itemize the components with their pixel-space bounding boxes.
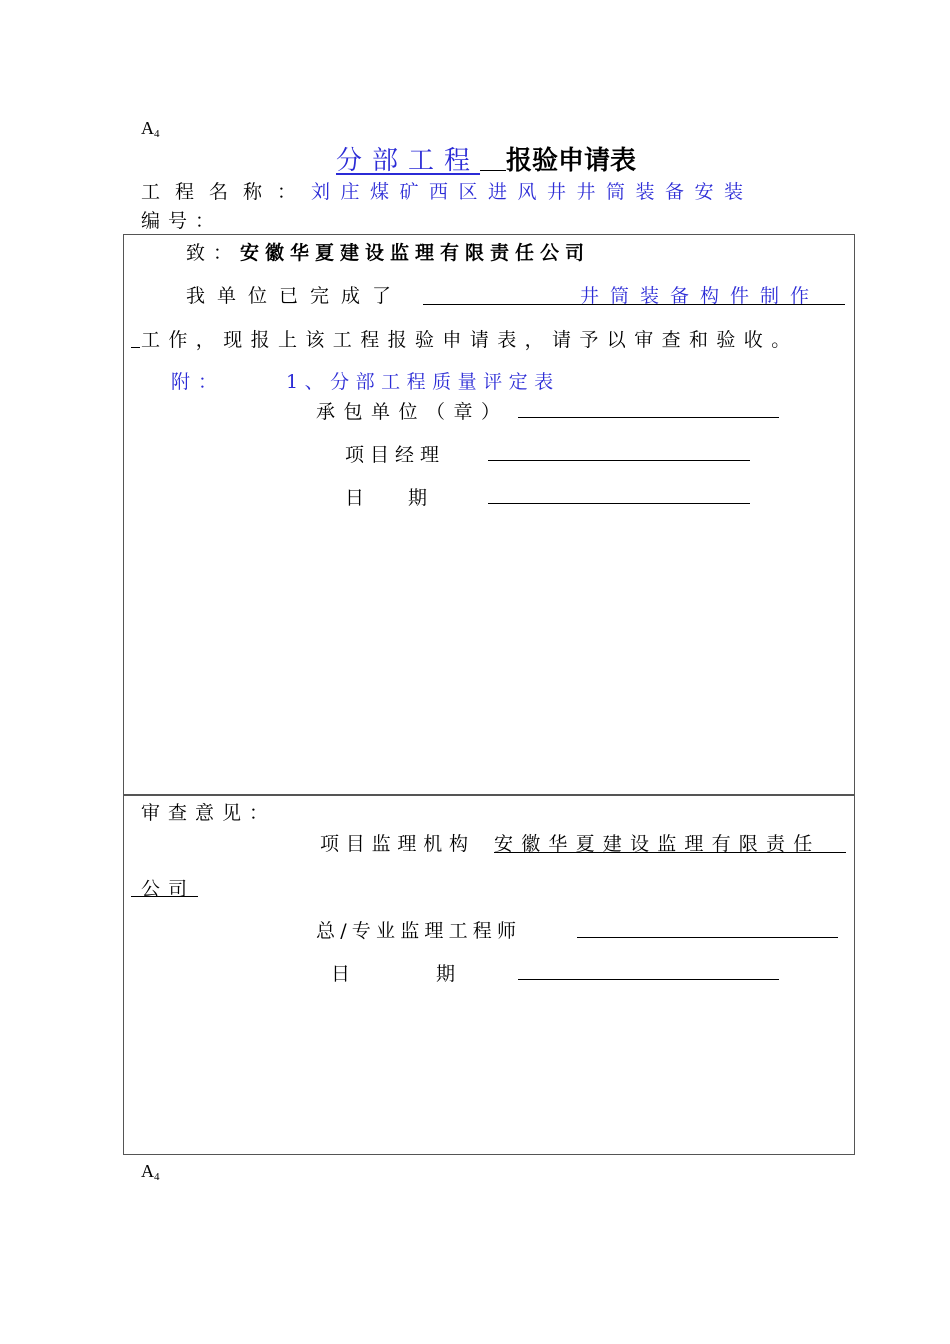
recipient-row xyxy=(186,238,590,265)
supervision-org-value-cont: 公司 xyxy=(141,878,196,900)
footer-form-code: $A_4$ xyxy=(141,1161,160,1183)
attachment-label: 附： xyxy=(171,371,226,393)
title-underline-gap xyxy=(480,150,506,171)
review-label: 审查意见： xyxy=(141,802,277,824)
completed-prefix: 我单位已完成了 xyxy=(186,285,404,307)
date-line xyxy=(488,503,750,504)
form-title xyxy=(322,140,636,177)
manager-label: 项目经理 xyxy=(345,444,446,466)
recipient-label: 致： xyxy=(186,242,241,264)
contractor-label: 承包单位（章） xyxy=(316,401,509,423)
date-label: 日 期 xyxy=(345,487,430,509)
supervision-org-underline-cont xyxy=(131,896,198,897)
form-code: $A_4$ xyxy=(141,118,160,140)
review-date-line xyxy=(518,979,779,980)
engineer-label: 总/专业监理工程师 xyxy=(316,920,522,942)
attachment-item: 1、分部工程质量评定表 xyxy=(286,371,560,393)
project-name-row xyxy=(141,177,754,204)
supervision-org-label: 项目监理机构 xyxy=(320,833,475,855)
completed-suffix: 工作，现报上该工程报验申请表，请予以审查和验收。 xyxy=(141,329,799,351)
project-name-value: 刘庄煤矿西区进风井井筒装备安装 xyxy=(311,181,754,203)
manager-signature-line xyxy=(488,460,750,461)
project-name-label: 工程名称： xyxy=(141,181,312,203)
engineer-signature-line xyxy=(577,937,838,938)
serial-number-label: 编号： xyxy=(141,210,223,232)
title-rest: 报验申请表 xyxy=(506,146,637,176)
completed-item: 井筒装备构件制作 xyxy=(580,285,821,307)
supervision-org-value: 安徽华夏建设监理有限责任 xyxy=(494,833,821,855)
supervision-org-underline xyxy=(494,852,846,853)
contractor-signature-line xyxy=(518,417,779,418)
review-date-label: 日 期 xyxy=(331,963,458,985)
application-section xyxy=(123,234,855,796)
completed-row xyxy=(186,281,403,308)
title-type: 分部工程 xyxy=(336,146,481,176)
completed-item-underline-cont xyxy=(131,347,140,348)
recipient-value: 安徽华夏建设监理有限责任公司 xyxy=(240,242,591,264)
